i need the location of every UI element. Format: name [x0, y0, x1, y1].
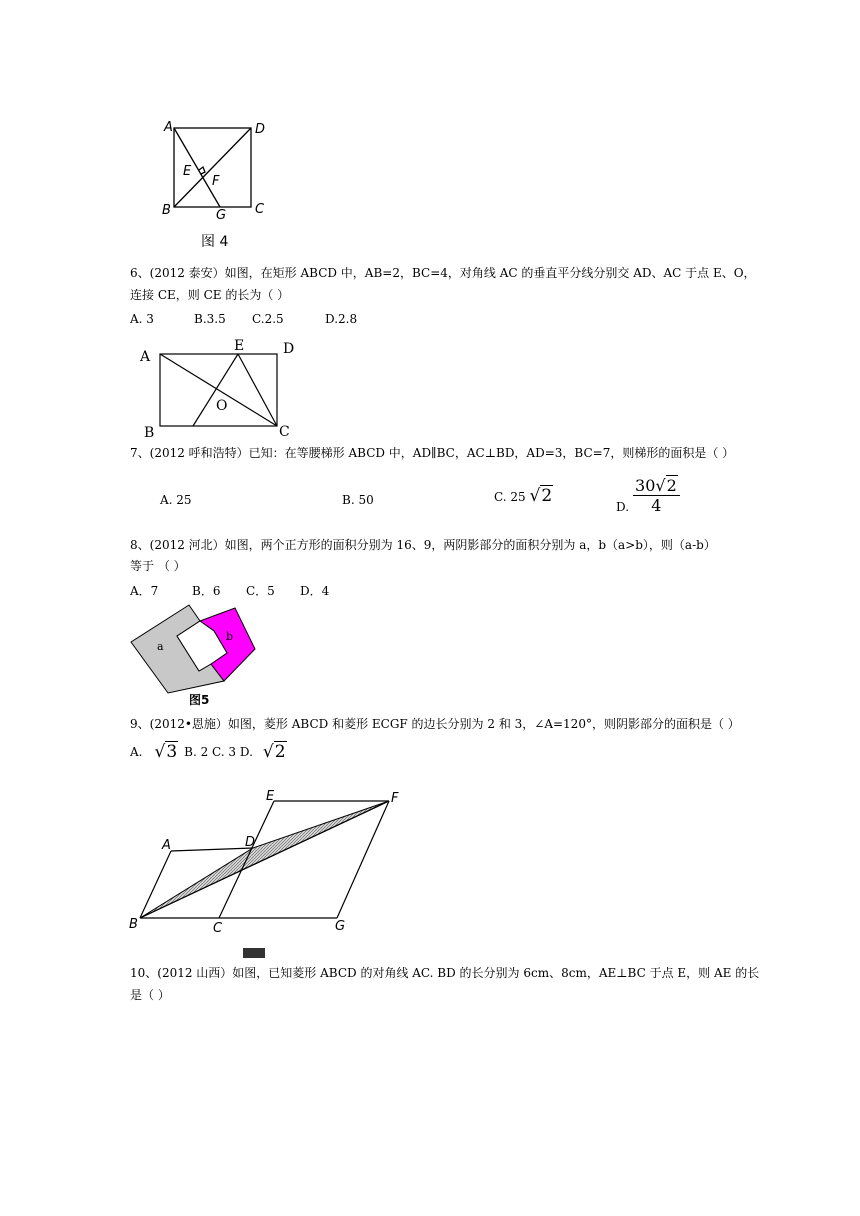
- q7-option-b: B. 50: [342, 493, 374, 507]
- q9-options-bcd: B. 2 C. 3 D.: [184, 745, 253, 759]
- q6-fig-label-d: D: [283, 341, 295, 357]
- q6-line2: 连接 CE，则 CE 的长为（ ）: [130, 288, 290, 302]
- q6-option-c: C.2.5: [252, 312, 284, 326]
- q9-option-a-sqrt: √3: [154, 742, 178, 762]
- q7-option-d-fraction: [633, 476, 680, 515]
- q7-option-c: [494, 486, 553, 506]
- q8-option-d: D．4: [300, 584, 330, 598]
- q7-option-c-sqrt: √2: [529, 486, 553, 506]
- q6-line1: 6、(2012 泰安）如图，在矩形 ABCD 中，AB=2，BC=4，对角线 AC 的垂直平分线分别交 AD、AC 于点 E、O，: [130, 266, 756, 280]
- q8-option-a: A．7: [130, 584, 159, 598]
- figure-q6: [135, 336, 305, 440]
- q8-line2: 等于 （ ）: [130, 559, 186, 573]
- q6-option-a: A. 3: [130, 312, 154, 326]
- q7-option-a: A. 25: [160, 493, 192, 507]
- q7-option-d: [616, 476, 680, 515]
- q9-fig-label-e: E: [266, 790, 275, 804]
- q10-line2: 是（ ）: [130, 988, 170, 1002]
- q6-option-b: B.3.5: [194, 312, 226, 326]
- q9-options: [130, 742, 287, 762]
- q9-option-a-radicand: 3: [166, 742, 178, 762]
- q9-option-d-radicand: 2: [274, 742, 286, 762]
- fig5-caption: 图5: [189, 693, 210, 707]
- q6-fig-label-b: B: [144, 425, 155, 440]
- figure-q9: [125, 790, 425, 960]
- q7-option-d-radicand: 2: [666, 476, 677, 495]
- q9-fig-label-f: F: [391, 791, 399, 806]
- q7-option-c-prefix: C. 25: [494, 490, 526, 504]
- q9-fig-label-c: C: [213, 921, 223, 936]
- q6-fig-label-a: A: [140, 349, 151, 365]
- q9-fig-label-d: D: [245, 835, 256, 850]
- fig4-caption: 图 4: [201, 234, 229, 250]
- q6-fig-label-e: E: [234, 338, 245, 354]
- fig4-label-b: B: [162, 203, 171, 218]
- q9-line1: 9、(2012•恩施）如图，菱形 ABCD 和菱形 ECGF 的边长分别为 2 和 3，∠A=120°，则阴影部分的面积是（ ）: [130, 717, 740, 731]
- q6-fig-label-c: C: [279, 424, 290, 440]
- q8-option-c: C．5: [246, 584, 275, 598]
- q7-option-c-radicand: 2: [541, 486, 553, 506]
- q7-option-d-sqrt: √2: [655, 476, 677, 495]
- q9-fig-label-g: G: [335, 919, 346, 934]
- q7-line1: 7、(2012 呼和浩特）已知：在等腰梯形 ABCD 中，AD∥BC，AC⊥BD，AD=3，BC=7，则梯形的面积是（ ）: [130, 446, 735, 460]
- fig4-label-d: D: [255, 122, 266, 137]
- q10-line1: 10、(2012 山西）如图，已知菱形 ABCD 的对角线 AC. BD 的长分别为 6cm、8cm，AE⊥BC 于点 E，则 AE 的长: [130, 966, 760, 980]
- q9-fig-label-a: A: [162, 838, 171, 853]
- q9-option-a-prefix: A.: [130, 745, 143, 759]
- q7-option-d-num-value: 30: [635, 476, 656, 495]
- fig4-label-g: G: [216, 208, 227, 223]
- q7-option-d-prefix: D.: [616, 499, 630, 514]
- q6-fig-label-o: O: [216, 398, 228, 414]
- q8-label-b: b: [226, 630, 234, 643]
- q6-option-d: D.2.8: [325, 312, 358, 326]
- q8-line1: 8、(2012 河北）如图，两个正方形的面积分别为 16、9，两阴影部分的面积分别为 a，b（a>b），则（a-b）: [130, 538, 716, 552]
- q7-option-d-denominator: 4: [651, 496, 662, 515]
- q9-option-d-sqrt: √2: [262, 742, 286, 762]
- q9-fig-label-b: B: [129, 917, 138, 932]
- q8-label-a: a: [157, 640, 164, 653]
- q7-option-d-numerator: [633, 476, 680, 496]
- fig4-label-f: F: [212, 174, 220, 189]
- figure-5: [128, 600, 263, 710]
- fig4-label-e: E: [183, 164, 192, 179]
- q8-option-b: B．6: [192, 584, 221, 598]
- fig4-label-a: A: [164, 120, 173, 135]
- fig4-label-c: C: [255, 202, 265, 217]
